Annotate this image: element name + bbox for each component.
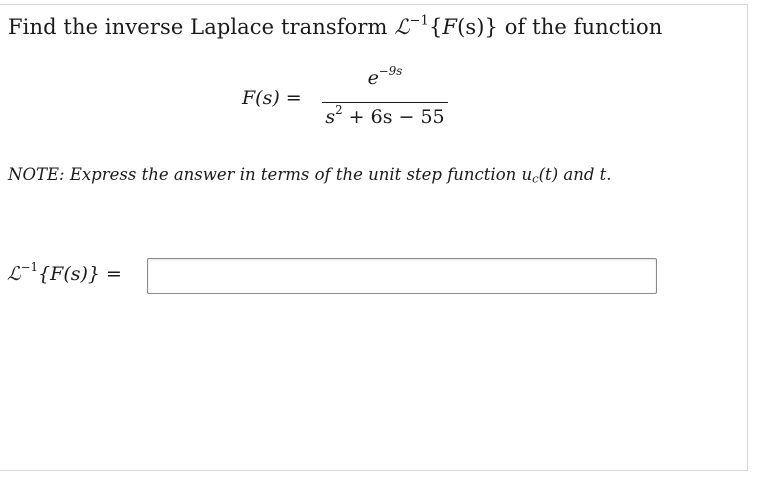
fraction-denominator — [320, 103, 450, 128]
answer-label-rest: {F(s)} = — [38, 263, 122, 285]
question-outro: of the function — [498, 15, 663, 39]
note-after: (t) and t. — [538, 165, 612, 184]
operator-brace-open: { — [428, 15, 443, 39]
answer-row — [7, 258, 659, 296]
laplace-operator: ℒ — [394, 15, 410, 39]
answer-operator: ℒ — [7, 263, 21, 285]
answer-input[interactable] — [147, 258, 657, 294]
note-before: NOTE: Express the answer in terms of the unit step function u — [8, 165, 533, 184]
denominator-power: 2 — [335, 103, 343, 118]
operator-brace-close: } — [484, 15, 499, 39]
numerator-base: e — [367, 67, 379, 89]
note-subscript: c — [532, 171, 539, 186]
question-text — [8, 15, 662, 39]
equation-lhs: F(s) = — [242, 87, 302, 109]
denominator-rest: + 6s − 55 — [342, 106, 445, 128]
numerator-exponent: −9s — [378, 64, 403, 79]
note-text — [8, 165, 612, 185]
equation-fraction — [320, 65, 450, 135]
question-panel — [0, 4, 748, 471]
laplace-operator-superscript: −1 — [409, 13, 429, 29]
denominator-s: s — [325, 106, 336, 128]
operator-function: F — [442, 15, 458, 39]
function-equation — [242, 65, 502, 135]
fraction-numerator — [320, 64, 450, 89]
answer-label — [7, 260, 122, 285]
operator-function-arg: (s) — [457, 15, 485, 39]
answer-operator-superscript: −1 — [20, 260, 39, 275]
question-intro: Find the inverse Laplace transform — [8, 15, 395, 39]
